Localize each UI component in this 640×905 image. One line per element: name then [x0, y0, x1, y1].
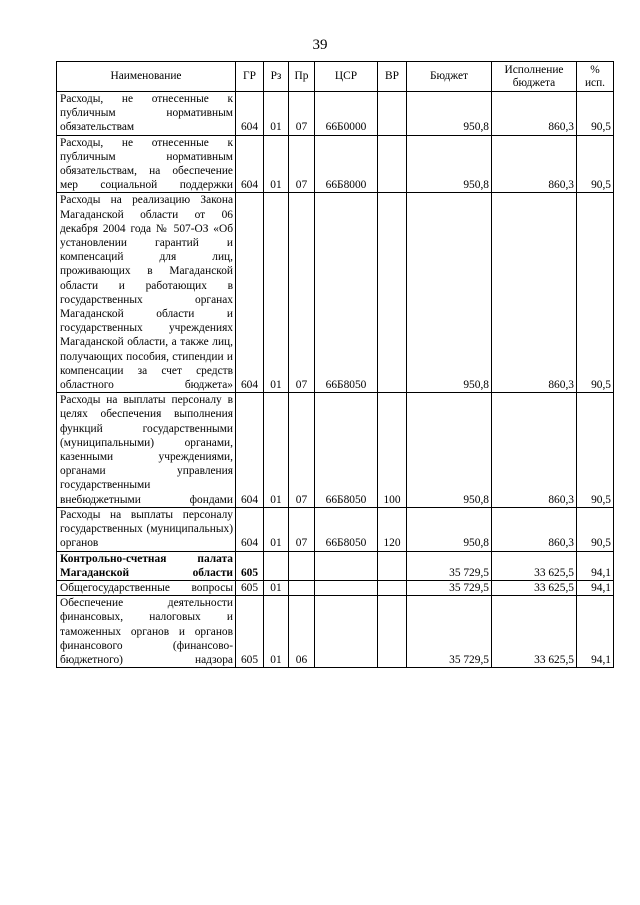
header-pct-line1: % [590, 63, 600, 76]
row-gr: 604 [236, 92, 264, 136]
header-execution [492, 62, 577, 92]
row-execution: 860,3 [492, 193, 577, 393]
page-number: 39 [312, 37, 328, 53]
row-pct: 90,5 [577, 135, 614, 193]
row-gr: 605 [236, 596, 264, 668]
row-csr: 66Б8000 [315, 135, 378, 193]
row-execution: 860,3 [492, 393, 577, 508]
table-row [57, 507, 614, 551]
row-pr: 07 [289, 507, 315, 551]
row-gr: 605 [236, 580, 264, 595]
row-gr: 604 [236, 193, 264, 393]
row-csr [315, 596, 378, 668]
row-rz: 01 [264, 596, 289, 668]
row-budget: 950,8 [407, 135, 492, 193]
header-gr: ГР [236, 62, 264, 92]
row-pct: 94,1 [577, 551, 614, 580]
row-budget: 950,8 [407, 193, 492, 393]
row-name: Расходы, не отнесенные к публичным нормативным обязательствам [57, 92, 236, 136]
row-rz: 01 [264, 393, 289, 508]
row-rz [264, 551, 289, 580]
row-csr [315, 580, 378, 595]
row-pct: 90,5 [577, 92, 614, 136]
row-budget: 35 729,5 [407, 580, 492, 595]
header-rz: Рз [264, 62, 289, 92]
row-name: Расходы на выплаты персоналу государственных (муниципальных) органов [57, 507, 236, 551]
row-vr [378, 193, 407, 393]
row-vr [378, 135, 407, 193]
table-row [57, 596, 614, 668]
header-pct-line2: исп. [584, 76, 606, 89]
row-name: Расходы на реализацию Закона Магаданской области от 06 декабря 2004 года № 507-ОЗ «Об установлении гарантий и компенсаций для лиц, проживающих в Магаданской области и работающих в государственных органах Магаданской области и государственных учреждениях Магаданской области, а также лиц, получающих пособия, стипендии и компенсации за счет средств областного бюджета» [57, 193, 236, 393]
header-name: Наименование [57, 62, 236, 92]
row-pr: 07 [289, 135, 315, 193]
row-vr: 100 [378, 393, 407, 508]
table-row [57, 580, 614, 595]
row-name: Общегосударственные вопросы [57, 580, 236, 595]
row-csr: 66Б8050 [315, 393, 378, 508]
row-gr: 605 [236, 551, 264, 580]
row-pr [289, 551, 315, 580]
header-budget: Бюджет [407, 62, 492, 92]
row-gr: 604 [236, 507, 264, 551]
row-vr [378, 551, 407, 580]
row-execution: 33 625,5 [492, 596, 577, 668]
row-name: Расходы, не отнесенные к публичным нормативным обязательствам, на обеспечение мер социальной поддержки [57, 135, 236, 193]
row-pr: 07 [289, 92, 315, 136]
row-rz: 01 [264, 580, 289, 595]
row-csr: 66Б8050 [315, 193, 378, 393]
row-gr: 604 [236, 393, 264, 508]
row-name: Расходы на выплаты персоналу в целях обеспечения выполнения функций государственными (муниципальными) органами, казенными учреждениями, органами управления государственными внебюджетными фондами [57, 393, 236, 508]
table-row [57, 193, 614, 393]
row-pr: 07 [289, 393, 315, 508]
row-vr [378, 92, 407, 136]
header-vr: ВР [378, 62, 407, 92]
header-pr: Пр [289, 62, 315, 92]
row-csr [315, 551, 378, 580]
table-header-row [57, 62, 614, 92]
row-budget: 950,8 [407, 393, 492, 508]
row-pr: 07 [289, 193, 315, 393]
header-csr: ЦСР [315, 62, 378, 92]
table-row [57, 135, 614, 193]
header-pct [577, 62, 614, 92]
row-vr [378, 580, 407, 595]
row-rz: 01 [264, 507, 289, 551]
table-row [57, 551, 614, 580]
row-gr: 604 [236, 135, 264, 193]
row-pr: 06 [289, 596, 315, 668]
row-budget: 950,8 [407, 92, 492, 136]
row-budget: 950,8 [407, 507, 492, 551]
budget-table [56, 61, 614, 668]
header-execution-line1: Исполнение [504, 63, 564, 76]
row-pct: 90,5 [577, 393, 614, 508]
header-execution-line2: бюджета [512, 76, 556, 89]
row-execution: 860,3 [492, 92, 577, 136]
row-rz: 01 [264, 92, 289, 136]
row-execution: 33 625,5 [492, 551, 577, 580]
row-budget: 35 729,5 [407, 596, 492, 668]
row-pct: 90,5 [577, 507, 614, 551]
row-pct: 90,5 [577, 193, 614, 393]
row-pct: 94,1 [577, 596, 614, 668]
row-vr [378, 596, 407, 668]
row-execution: 860,3 [492, 135, 577, 193]
row-name: Контрольно-счетная палата Магаданской области [57, 551, 236, 580]
table-row [57, 393, 614, 508]
row-name: Обеспечение деятельности финансовых, налоговых и таможенных органов и органов финансового (финансово-бюджетного) надзора [57, 596, 236, 668]
row-pct: 94,1 [577, 580, 614, 595]
row-csr: 66Б8050 [315, 507, 378, 551]
row-rz: 01 [264, 193, 289, 393]
row-vr: 120 [378, 507, 407, 551]
row-rz: 01 [264, 135, 289, 193]
row-budget: 35 729,5 [407, 551, 492, 580]
row-execution: 33 625,5 [492, 580, 577, 595]
row-csr: 66Б0000 [315, 92, 378, 136]
row-pr [289, 580, 315, 595]
table-row [57, 92, 614, 136]
row-execution: 860,3 [492, 507, 577, 551]
